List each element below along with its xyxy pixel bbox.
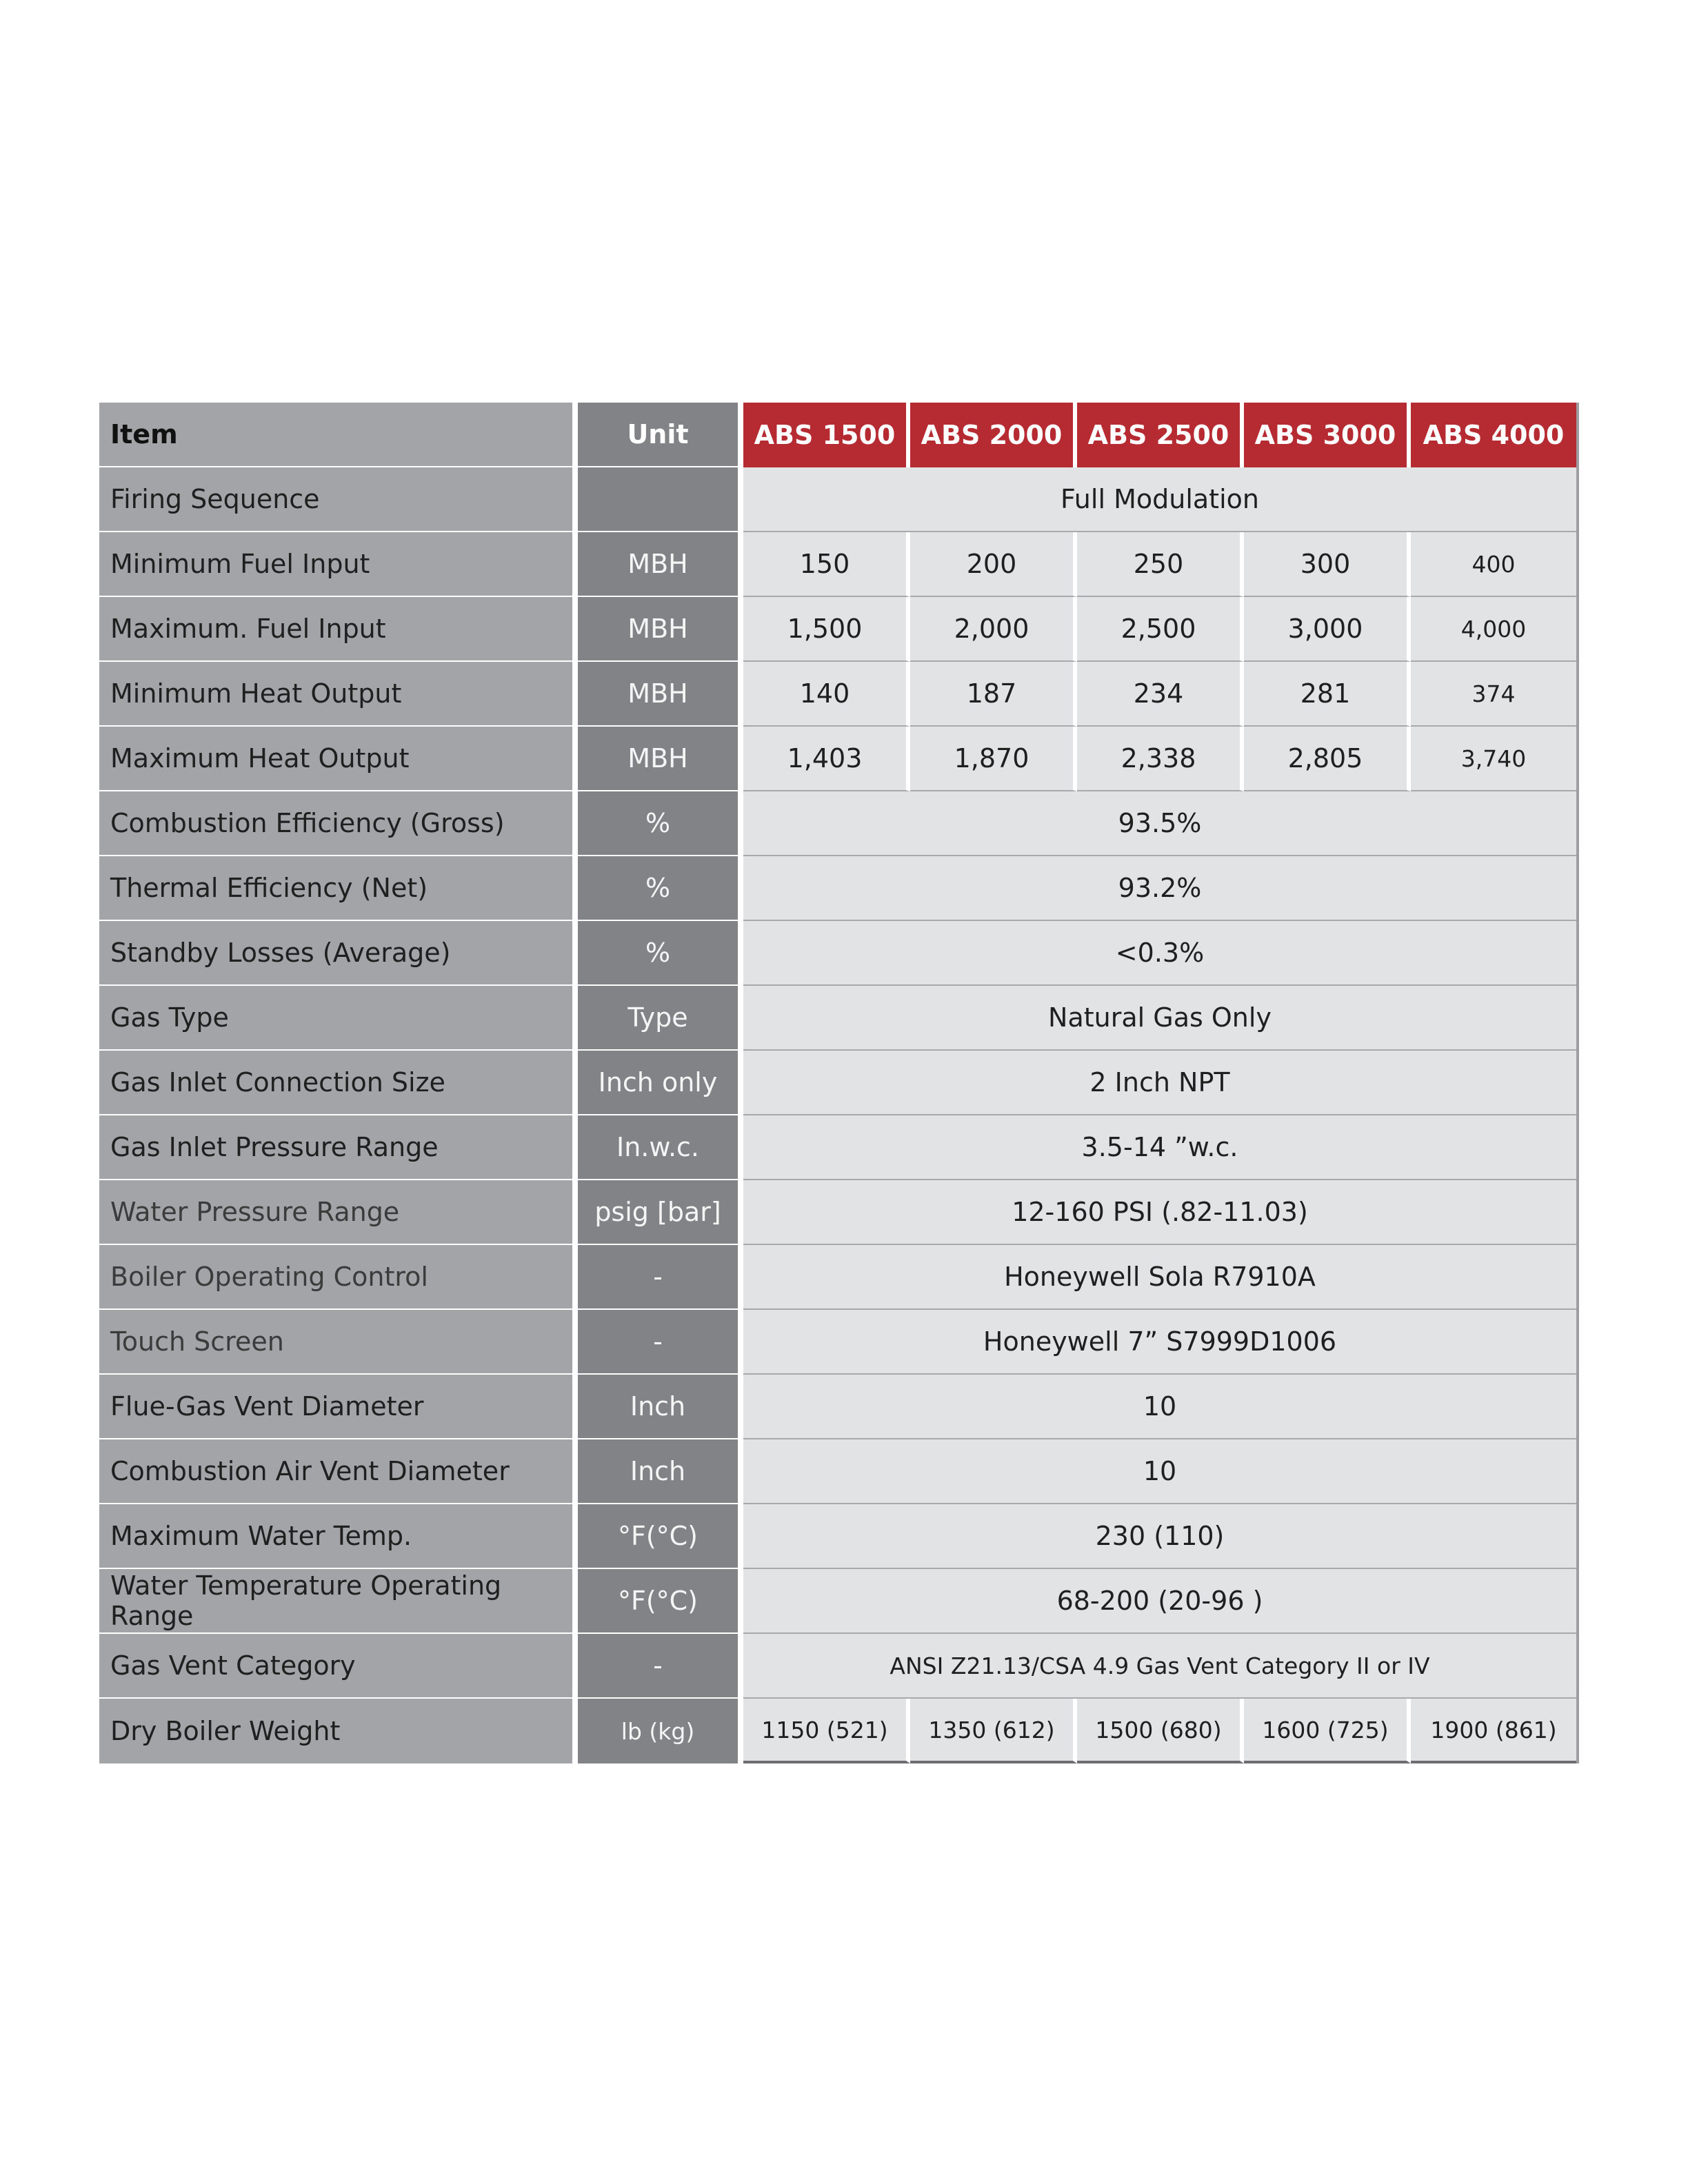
row-value: 3.5-14 ”w.c. (743, 1115, 1576, 1180)
row-value: 93.5% (743, 791, 1576, 856)
row-item: Maximum Heat Output (99, 727, 578, 791)
row-item: Gas Vent Category (99, 1634, 578, 1699)
row-item: Flue-Gas Vent Diameter (99, 1375, 578, 1439)
row-value: 1,870 (910, 727, 1077, 791)
table-row (99, 1569, 1576, 1634)
row-value: 1,500 (743, 597, 910, 662)
table-row (99, 1699, 1576, 1763)
row-unit: Inch (578, 1439, 743, 1504)
row-item: Water Temperature Operating Range (99, 1569, 578, 1634)
row-unit: % (578, 921, 743, 986)
row-value: 2,338 (1077, 727, 1244, 791)
row-unit: psig [bar] (578, 1180, 743, 1245)
row-value: 2,500 (1077, 597, 1244, 662)
row-value: 200 (910, 532, 1077, 597)
row-item: Combustion Efficiency (Gross) (99, 791, 578, 856)
row-value: 2,000 (910, 597, 1077, 662)
row-unit: Inch (578, 1375, 743, 1439)
table-row (99, 1115, 1576, 1180)
row-value: 1,403 (743, 727, 910, 791)
row-value: 1350 (612) (910, 1699, 1077, 1763)
row-item: Gas Inlet Connection Size (99, 1051, 578, 1115)
row-unit: Type (578, 986, 743, 1051)
header-model: ABS 2500 (1077, 403, 1244, 467)
row-value: 1500 (680) (1077, 1699, 1244, 1763)
row-unit: MBH (578, 597, 743, 662)
row-unit: lb (kg) (578, 1699, 743, 1763)
row-unit: % (578, 791, 743, 856)
row-unit: % (578, 856, 743, 921)
header-model: ABS 1500 (743, 403, 910, 467)
table-row (99, 467, 1576, 532)
row-value: 230 (110) (743, 1504, 1576, 1569)
row-value: 250 (1077, 532, 1244, 597)
row-value: 2,805 (1244, 727, 1411, 791)
row-item: Water Pressure Range (99, 1180, 578, 1245)
table-row (99, 986, 1576, 1051)
row-value: 4,000 (1411, 597, 1576, 662)
row-unit (578, 467, 743, 532)
row-unit: Inch only (578, 1051, 743, 1115)
row-value: 12-160 PSI (.82-11.03) (743, 1180, 1576, 1245)
row-item: Firing Sequence (99, 467, 578, 532)
row-value: Natural Gas Only (743, 986, 1576, 1051)
header-model: ABS 2000 (910, 403, 1077, 467)
row-unit: MBH (578, 662, 743, 727)
row-value: 10 (743, 1375, 1576, 1439)
table-row (99, 1634, 1576, 1699)
row-value: 93.2% (743, 856, 1576, 921)
row-value: Honeywell Sola R7910A (743, 1245, 1576, 1310)
row-unit: In.w.c. (578, 1115, 743, 1180)
row-value: 1900 (861) (1411, 1699, 1576, 1763)
row-value: 374 (1411, 662, 1576, 727)
table-row (99, 1245, 1576, 1310)
table-row (99, 727, 1576, 791)
row-unit: - (578, 1245, 743, 1310)
row-value: 140 (743, 662, 910, 727)
table-row (99, 1051, 1576, 1115)
header-model: ABS 3000 (1244, 403, 1411, 467)
row-value: Full Modulation (743, 467, 1576, 532)
spec-table (99, 403, 1579, 1763)
row-value: 187 (910, 662, 1077, 727)
row-value: 3,740 (1411, 727, 1576, 791)
header-model: ABS 4000 (1411, 403, 1576, 467)
row-value: 1600 (725) (1244, 1699, 1411, 1763)
row-item: Thermal Efficiency (Net) (99, 856, 578, 921)
row-unit: MBH (578, 532, 743, 597)
row-unit: °F(°C) (578, 1504, 743, 1569)
row-value: 150 (743, 532, 910, 597)
row-item: Boiler Operating Control (99, 1245, 578, 1310)
table-row (99, 662, 1576, 727)
row-value: 400 (1411, 532, 1576, 597)
row-unit: °F(°C) (578, 1569, 743, 1634)
row-unit: - (578, 1634, 743, 1699)
row-value: 68-200 (20-96 ) (743, 1569, 1576, 1634)
row-item: Gas Type (99, 986, 578, 1051)
row-unit: - (578, 1310, 743, 1375)
row-value: ANSI Z21.13/CSA 4.9 Gas Vent Category II or IV (743, 1634, 1576, 1699)
row-value: 2 Inch NPT (743, 1051, 1576, 1115)
row-value: 281 (1244, 662, 1411, 727)
header-item: Item (99, 403, 578, 467)
row-value: 300 (1244, 532, 1411, 597)
row-value: 1150 (521) (743, 1699, 910, 1763)
table-row (99, 1504, 1576, 1569)
row-value: 10 (743, 1439, 1576, 1504)
table-row (99, 1439, 1576, 1504)
row-item: Gas Inlet Pressure Range (99, 1115, 578, 1180)
row-value: <0.3% (743, 921, 1576, 986)
table-row (99, 921, 1576, 986)
row-item: Combustion Air Vent Diameter (99, 1439, 578, 1504)
table-row (99, 1310, 1576, 1375)
table-row (99, 1180, 1576, 1245)
row-item: Minimum Heat Output (99, 662, 578, 727)
table-row (99, 791, 1576, 856)
row-value: 234 (1077, 662, 1244, 727)
row-item: Dry Boiler Weight (99, 1699, 578, 1763)
row-item: Standby Losses (Average) (99, 921, 578, 986)
table-row (99, 532, 1576, 597)
row-item: Maximum. Fuel Input (99, 597, 578, 662)
table-row (99, 856, 1576, 921)
row-item: Maximum Water Temp. (99, 1504, 578, 1569)
row-item: Touch Screen (99, 1310, 578, 1375)
row-value: 3,000 (1244, 597, 1411, 662)
header-row (99, 403, 1576, 467)
header-unit: Unit (578, 403, 743, 467)
table-row (99, 1375, 1576, 1439)
row-value: Honeywell 7” S7999D1006 (743, 1310, 1576, 1375)
table-row (99, 597, 1576, 662)
row-unit: MBH (578, 727, 743, 791)
row-item: Minimum Fuel Input (99, 532, 578, 597)
